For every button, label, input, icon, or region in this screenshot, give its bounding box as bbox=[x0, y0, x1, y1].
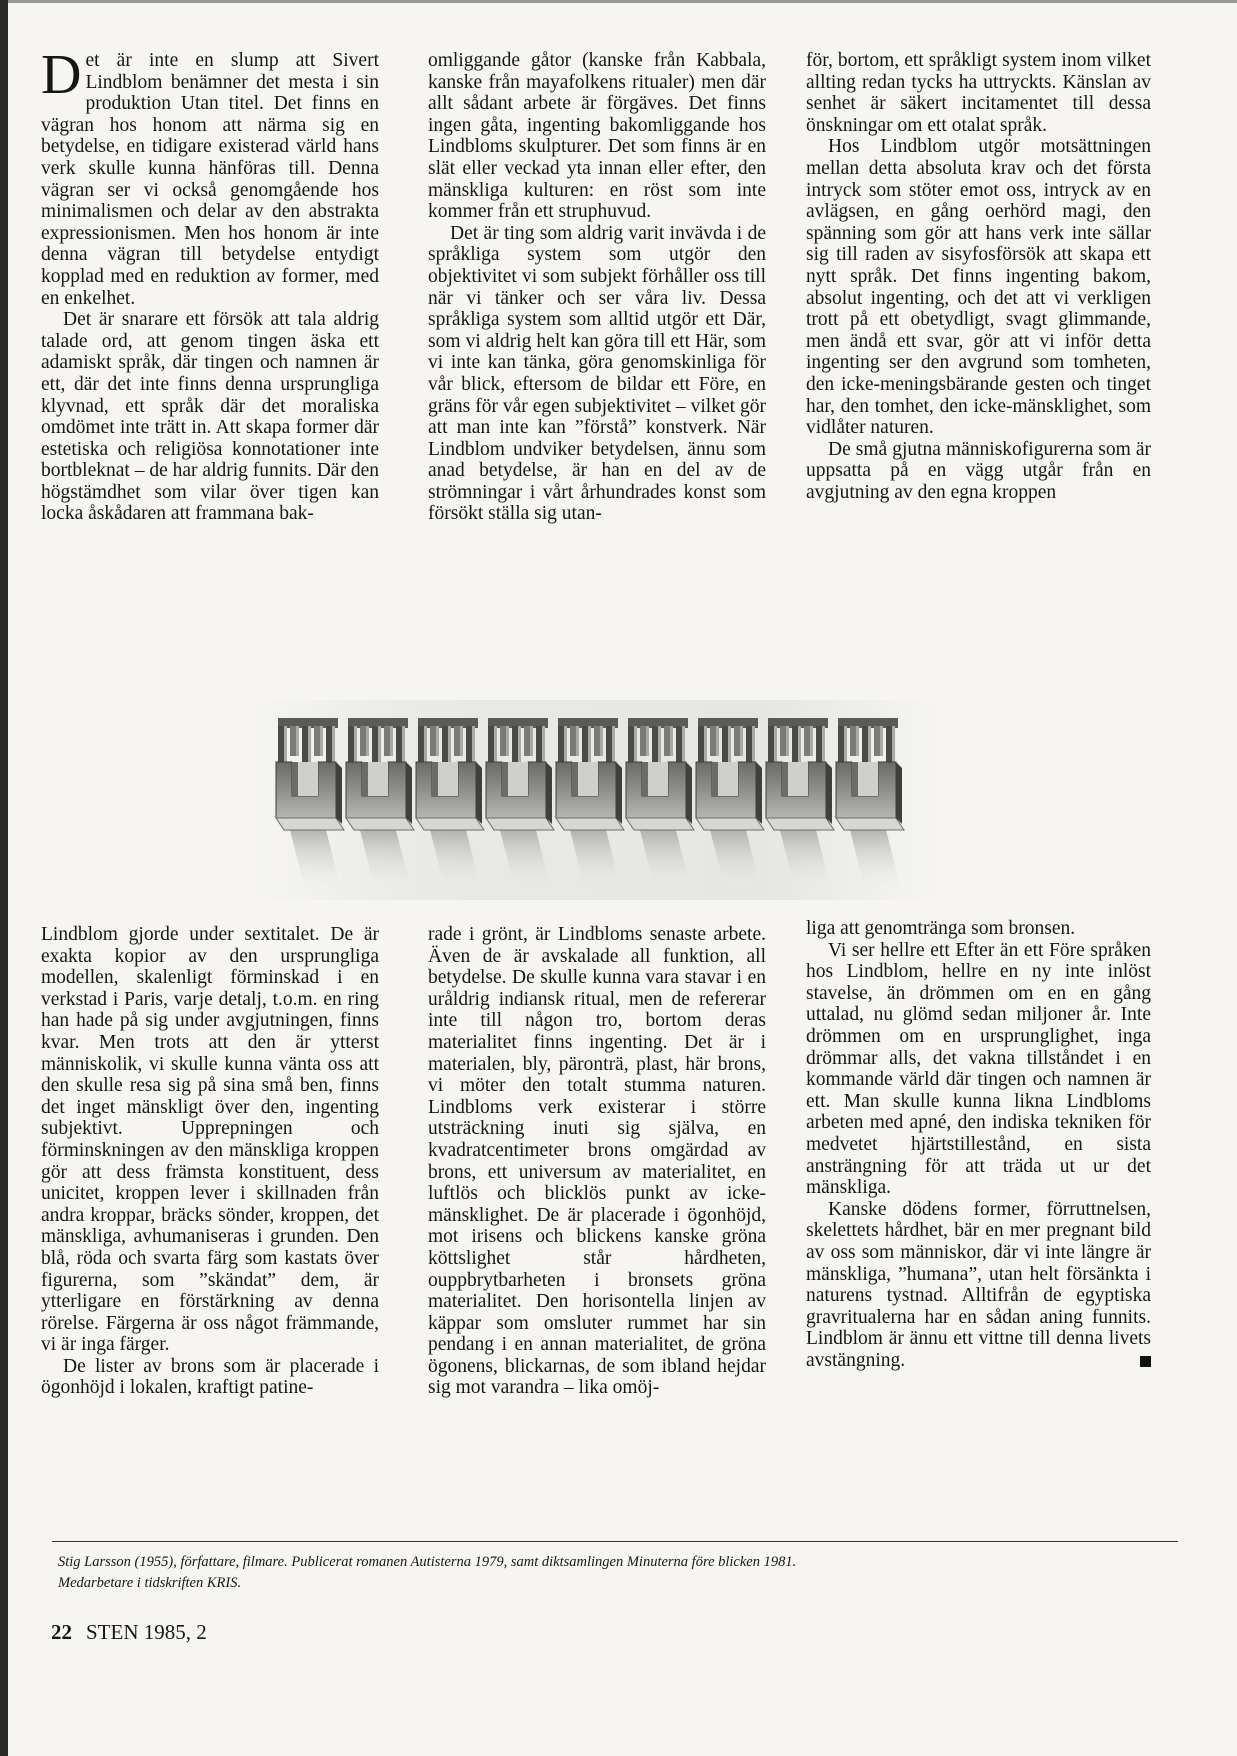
issue-label: STEN 1985, 2 bbox=[86, 1620, 207, 1644]
article-column-1 bbox=[41, 44, 379, 525]
paragraph: Det är inte en slump att Sivert Lindblom benämner det mesta i sin produktion Utan titel. Det finns en vägran hos honom att närma sig en betydelse, en tidigare existerad värld hans verk skulle kunna hänföras till. Denna vägran ser vi också genomgående hos minimalismen och delar av den abstrakta expressionismen. Men hos honom är inte denna vägran till betydelse entydigt kopplad med en reduktion av former, med en enkelhet. bbox=[41, 44, 379, 309]
author-bio-line: Medarbetare i tidskriften KRIS. bbox=[58, 1575, 242, 1591]
paragraph: Det är snarare ett försök att tala aldrig talade ord, att genom tingen äska ett adamiskt språk, där tingen och namnen är ett, där det inte finns denna ursprungliga klyvnad, ett språk där det moraliska omdömet inte trätt in. Att skapa former där estetiska och religiösa konnotationer inte bortbleknat – de har aldrig funnits. Där den högstämdhet som vilar över tigen kan locka åskådaren att frammana bak- bbox=[41, 309, 379, 525]
paragraph: De lister av brons som är placerade i ögonhöjd i lokalen, kraftigt patine- bbox=[41, 1355, 379, 1399]
paragraph: omliggande gåtor (kanske från Kabbala, kanske från mayafolkens ritualer) men där allt sådant arbete är förgäves. Det finns ingen gåta, ingenting bakomliggande hos Lindbloms skulpturer. Det som finns är en slät eller veckad yta innan eller efter, den mänskliga kulturen: en röst som inte kommer från ett struphuvud. bbox=[428, 50, 766, 223]
paragraph: rade i grönt, är Lindbloms senaste arbete. Även de är avskalade all funktion, all betydelse. De skulle kunna vara stavar i en uråldrig indiansk ritual, men de refererar inte till någon tro, bortom deras materialitet finns ingenting. Det är i materialen, bly, päronträ, plast, här brons, vi möter den totalt stumma naturen. Lindbloms verk existerar i större utsträckning inuti sig själva, en kvadratcentimeter brons omgärdad av brons, ett universum av materialitet, en luftlös och blicklös punkt av icke-mänsklighet. De är placerade i ögonhöjd, mot irisens och blickens kanske gröna köttslighet står hårdheten, ouppbrytbarheten i bronsets gröna materialitet. Den horisontella linjen av käppar som omsluter rummet har sin pendang i en annan materialitet, de gröna ögonens, blickarnas, de som ibland hejdar sig mot varandra – lika omöj- bbox=[428, 924, 766, 1399]
paragraph: för, bortom, ett språkligt system inom vilket allting redan tycks ha uttryckts. Känslan av senhet är säkert incitamentet till dessa önskningar om ett otalat språk. bbox=[806, 50, 1151, 136]
sculpture-photo bbox=[250, 700, 940, 900]
author-bio-line: Stig Larsson (1955), författare, filmare. Publicerat romanen Autisterna 1979, samt diktsamlingen Minuterna före blicken 1981. bbox=[58, 1554, 797, 1570]
paragraph: Vi ser hellre ett Efter än ett Före språken hos Lindblom, hellre en ny inte inlöst stavelse, än drömmen om en en gång uttalad, nu glömd sedan miljoner år. Inte drömmen om en ursprunglighet, inga drömmar alls, det vakna tillståndet i en kommande värld där tingen och namnen är ett. Man skulle kunna likna Lindbloms arbeten med apné, den indiska tekniken för medvetet hjärtstillestånd, en sista ansträngning för att träda ut ur det mänskliga. bbox=[806, 939, 1151, 1199]
paragraph: Kanske dödens former, förruttnelsen, skelettets hårdhet, bär en mer pregnant bild av oss som människor, där vi inte längre är mänskliga, ”humana”, utan helt försänkta i naturens tystnad. Alltifrån de egyptiska gravritualerna har en sådan aning funnits. Lindblom är ännu ett vittne till denna livets avstängning. bbox=[806, 1198, 1151, 1371]
end-mark-icon bbox=[1140, 1356, 1151, 1367]
paragraph: Det är ting som aldrig varit invävda i de språkliga system som utgör den objektivitet vi som subjekt förhåller oss till när vi tänker och ser våra liv. Dessa språkliga system som alltid utgör ett Där, som vi aldrig helt kan göra till ett Här, som vi inte kan tänka, göra genomskinliga för vår blick, eftersom de bildar ett Före, en gräns för vår egen subjektivitet – vilket gör att man inte kan ”förstå” konstverk. När Lindblom undviker betydelsen, ännu som anad betydelse, är han en del av de strömningar i vårt århundrades konst som försökt ställa sig utan- bbox=[428, 222, 766, 525]
page-top-edge bbox=[8, 0, 1237, 3]
paragraph: De små gjutna människofigurerna som är uppsatta på en vägg utgår från en avgjutning av den egna kroppen bbox=[806, 438, 1151, 503]
paragraph: Lindblom gjorde under sextitalet. De är exakta kopior av den ursprungliga modellen, skalenligt förminskad i en verkstad i Paris, varje detalj, t.o.m. en ring han hade på sig under avgjutningen, finns kvar. Men trots att den är ytterst människolik, vi skulle kunna vänta oss att den skulle resa sig på sina små ben, finns det inget mänskligt över den, ingenting subjektivt. Upprepningen och förminskningen av den mänskliga kroppen gör att dess främsta konstituent, dess unicitet, kroppen lever i skillnaden från andra kroppar, bräcks sönder, kroppen, det mänskliga, avhumaniseras i grunden. Den blå, röda och svarta färg som kastats över figurerna, som ”skändat” dem, är ytterligare en förstärkning av denna rörelse. Färgerna är oss något främmande, vi är inga färger. bbox=[41, 924, 379, 1356]
page-edge bbox=[0, 0, 8, 1756]
article-column-3 bbox=[806, 50, 1151, 503]
paragraph: liga att genomtränga som bronsen. bbox=[806, 918, 1076, 939]
article-column-6 bbox=[806, 918, 1151, 1371]
article-column-4 bbox=[41, 924, 379, 1399]
article-column-5 bbox=[428, 924, 766, 1399]
page-footer bbox=[51, 1620, 207, 1644]
page-number: 22 bbox=[51, 1620, 72, 1644]
author-bio bbox=[58, 1552, 1168, 1594]
caption-divider bbox=[52, 1541, 1178, 1542]
article-column-2 bbox=[428, 50, 766, 525]
paragraph: Hos Lindblom utgör motsättningen mellan detta absoluta krav och det första intryck som stöter emot oss, intryck av en avlägsen, en gång oerhörd magi, den spänning som gör att hans verk inte sällar sig till raden av sisyfosförsök att skapa ett nytt språk. Det finns ingenting bakom, absolut ingenting, och det att vi verkligen trott på ett obetydligt, svagt glimmande, men ändå ett svar, gör att vi inför detta ingenting ser den avgrund som tomheten, den icke-meningsbärande gesten och tinget har, den tomhet, den icke-mänsklighet, som vidlåter naturen. bbox=[806, 136, 1151, 439]
drop-cap: D bbox=[41, 44, 82, 106]
